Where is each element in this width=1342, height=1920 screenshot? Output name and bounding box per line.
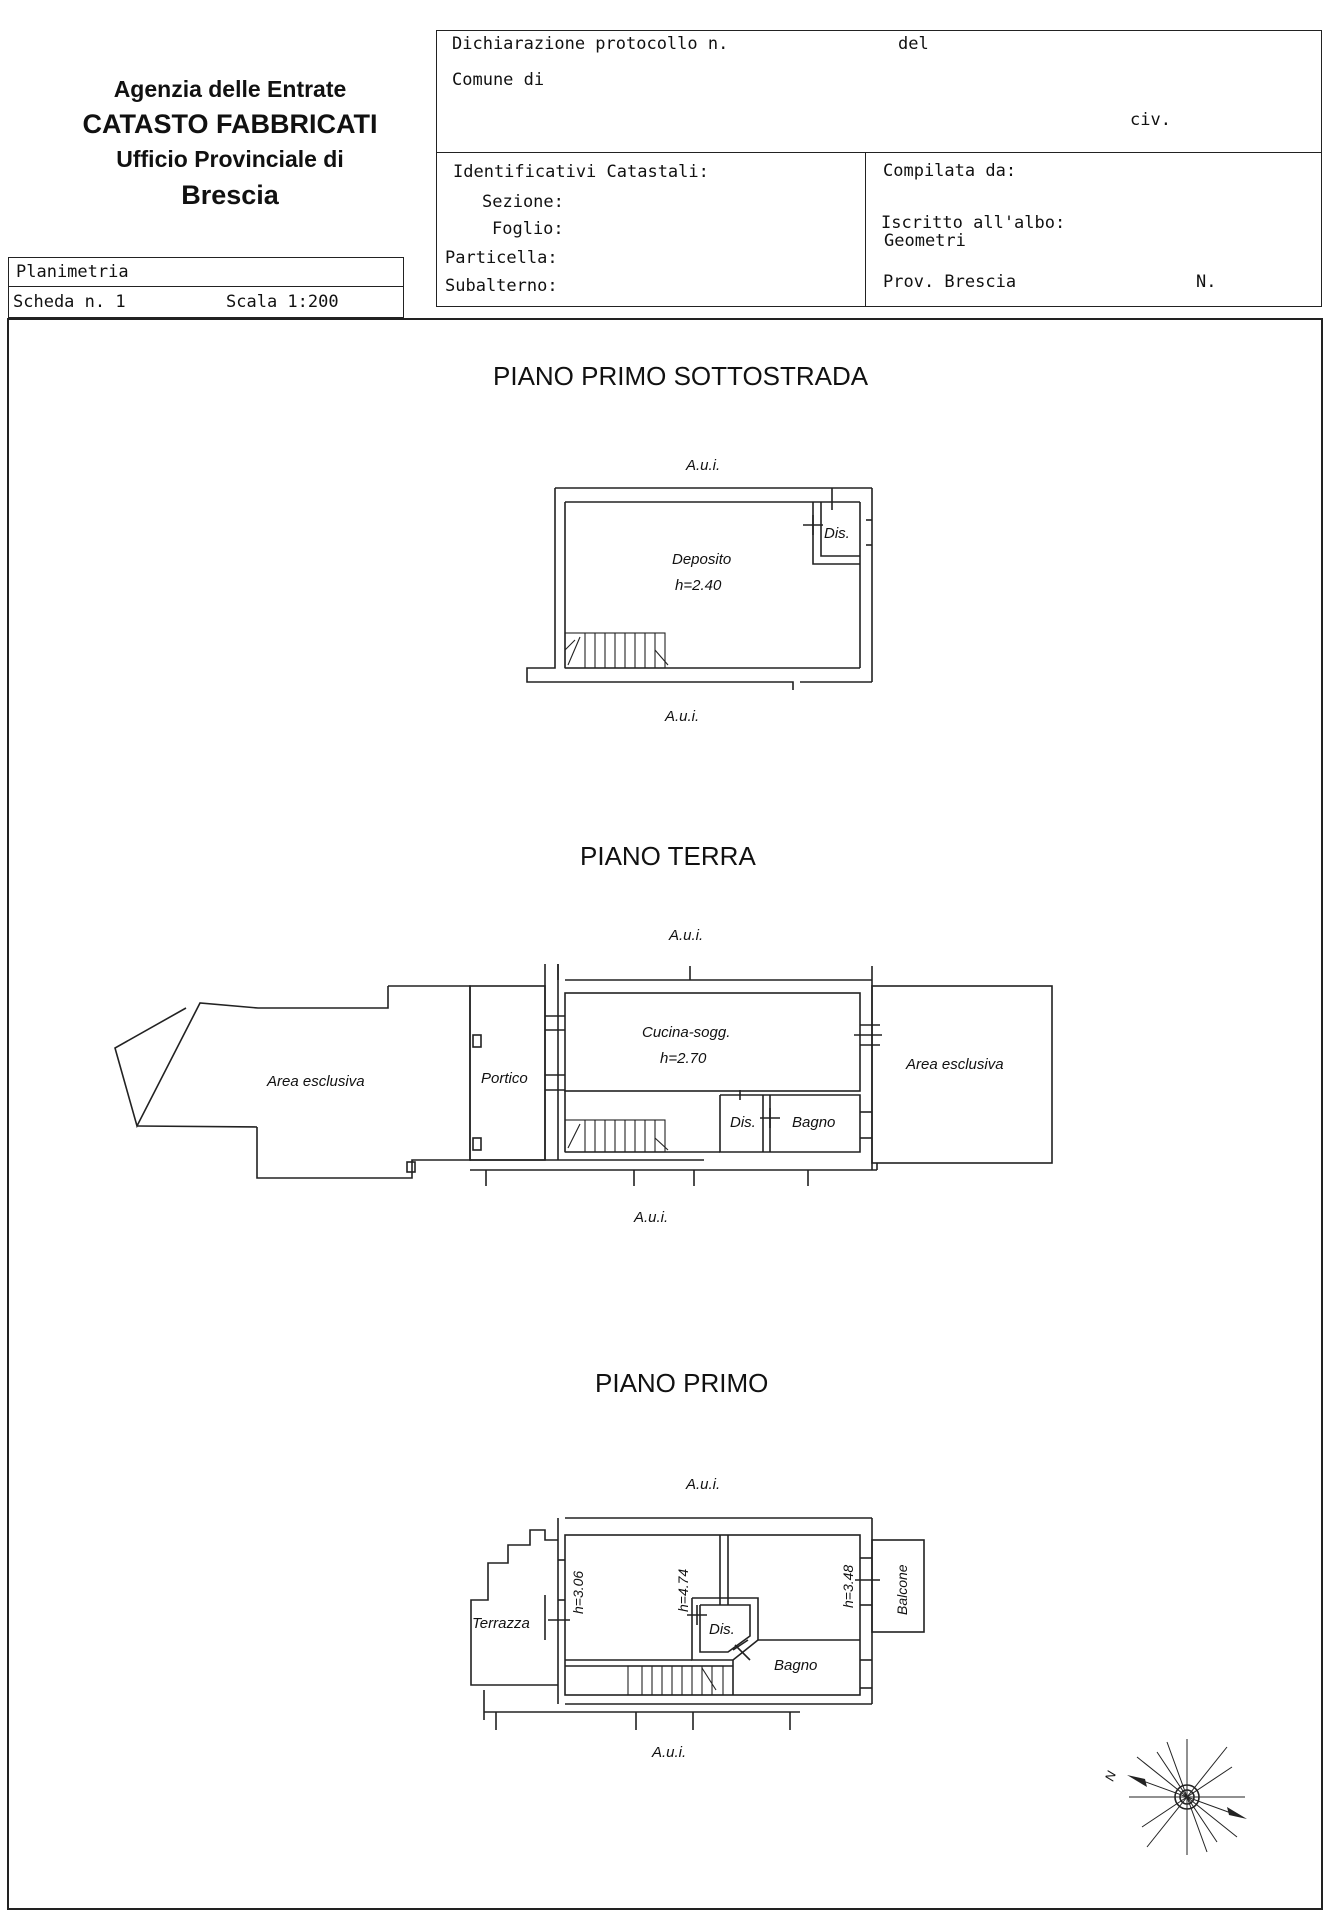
aui-sottostrada-top: A.u.i. <box>686 457 721 474</box>
room-cucina: Cucina-sogg. <box>642 1024 731 1041</box>
drawing-frame <box>8 319 1322 1909</box>
title-primo: PIANO PRIMO <box>595 1368 769 1398</box>
iscritto-label: Iscritto all'albo: <box>881 213 1066 233</box>
planimetria-label: Planimetria <box>16 262 129 282</box>
scheda-label: Scheda n. 1 <box>13 292 126 312</box>
prov-label: Prov. Brescia <box>883 272 1017 292</box>
room-dis-primo: Dis. <box>709 1621 735 1638</box>
comune-label: Comune di <box>452 70 545 90</box>
room-dis-terra: Dis. <box>730 1114 756 1131</box>
room-terrazza: Terrazza <box>472 1615 530 1632</box>
subalterno-label: Subalterno: <box>445 276 558 296</box>
scala-label: Scala 1:200 <box>226 292 339 312</box>
room-deposito-height: h=2.40 <box>675 577 722 594</box>
aui-terra-top: A.u.i. <box>669 927 704 944</box>
province-name: Brescia <box>181 180 279 210</box>
plan-terra <box>115 964 1052 1186</box>
area-esclusiva-left: Area esclusiva <box>267 1073 365 1090</box>
title-terra: PIANO TERRA <box>580 841 756 871</box>
aui-terra-bottom: A.u.i. <box>634 1209 669 1226</box>
plan-primo <box>471 1518 924 1730</box>
room-height-1: h=3.06 <box>570 1570 586 1614</box>
compilata-title: Compilata da: <box>883 161 1017 181</box>
n-label: N. <box>1196 272 1217 292</box>
room-cucina-height: h=2.70 <box>660 1050 707 1067</box>
area-esclusiva-right: Area esclusiva <box>906 1056 1004 1073</box>
room-portico: Portico <box>481 1070 528 1087</box>
agency-name: Agenzia delle Entrate <box>113 76 347 102</box>
room-bagno-terra: Bagno <box>792 1114 836 1131</box>
civ-label: civ. <box>1130 110 1171 130</box>
identificativi-title: Identificativi Catastali: <box>453 162 709 182</box>
foglio-label: Foglio: <box>492 219 564 239</box>
protocollo-label: Dichiarazione protocollo n. <box>452 34 729 54</box>
ufficio-label: Ufficio Provinciale di <box>116 146 344 172</box>
catasto-title: CATASTO FABBRICATI <box>82 109 378 139</box>
aui-primo-top: A.u.i. <box>686 1476 721 1493</box>
room-deposito: Deposito <box>672 551 732 568</box>
room-height-3: h=3.48 <box>840 1564 856 1608</box>
room-balcone: Balcone <box>894 1564 910 1615</box>
room-height-2: h=4.74 <box>675 1568 691 1612</box>
aui-primo-bottom: A.u.i. <box>652 1744 687 1761</box>
title-sottostrada: PIANO PRIMO SOTTOSTRADA <box>493 361 869 391</box>
room-dis-sottostrada: Dis. <box>824 525 850 542</box>
del-label: del <box>898 34 929 54</box>
geometri-label: Geometri <box>884 231 966 251</box>
compass-rose <box>1127 1739 1247 1855</box>
aui-sottostrada-bottom: A.u.i. <box>665 708 700 725</box>
particella-label: Particella: <box>445 248 558 268</box>
room-bagno-primo: Bagno <box>774 1657 818 1674</box>
sezione-label: Sezione: <box>482 192 564 212</box>
compass-north-label: N <box>1101 1769 1120 1784</box>
